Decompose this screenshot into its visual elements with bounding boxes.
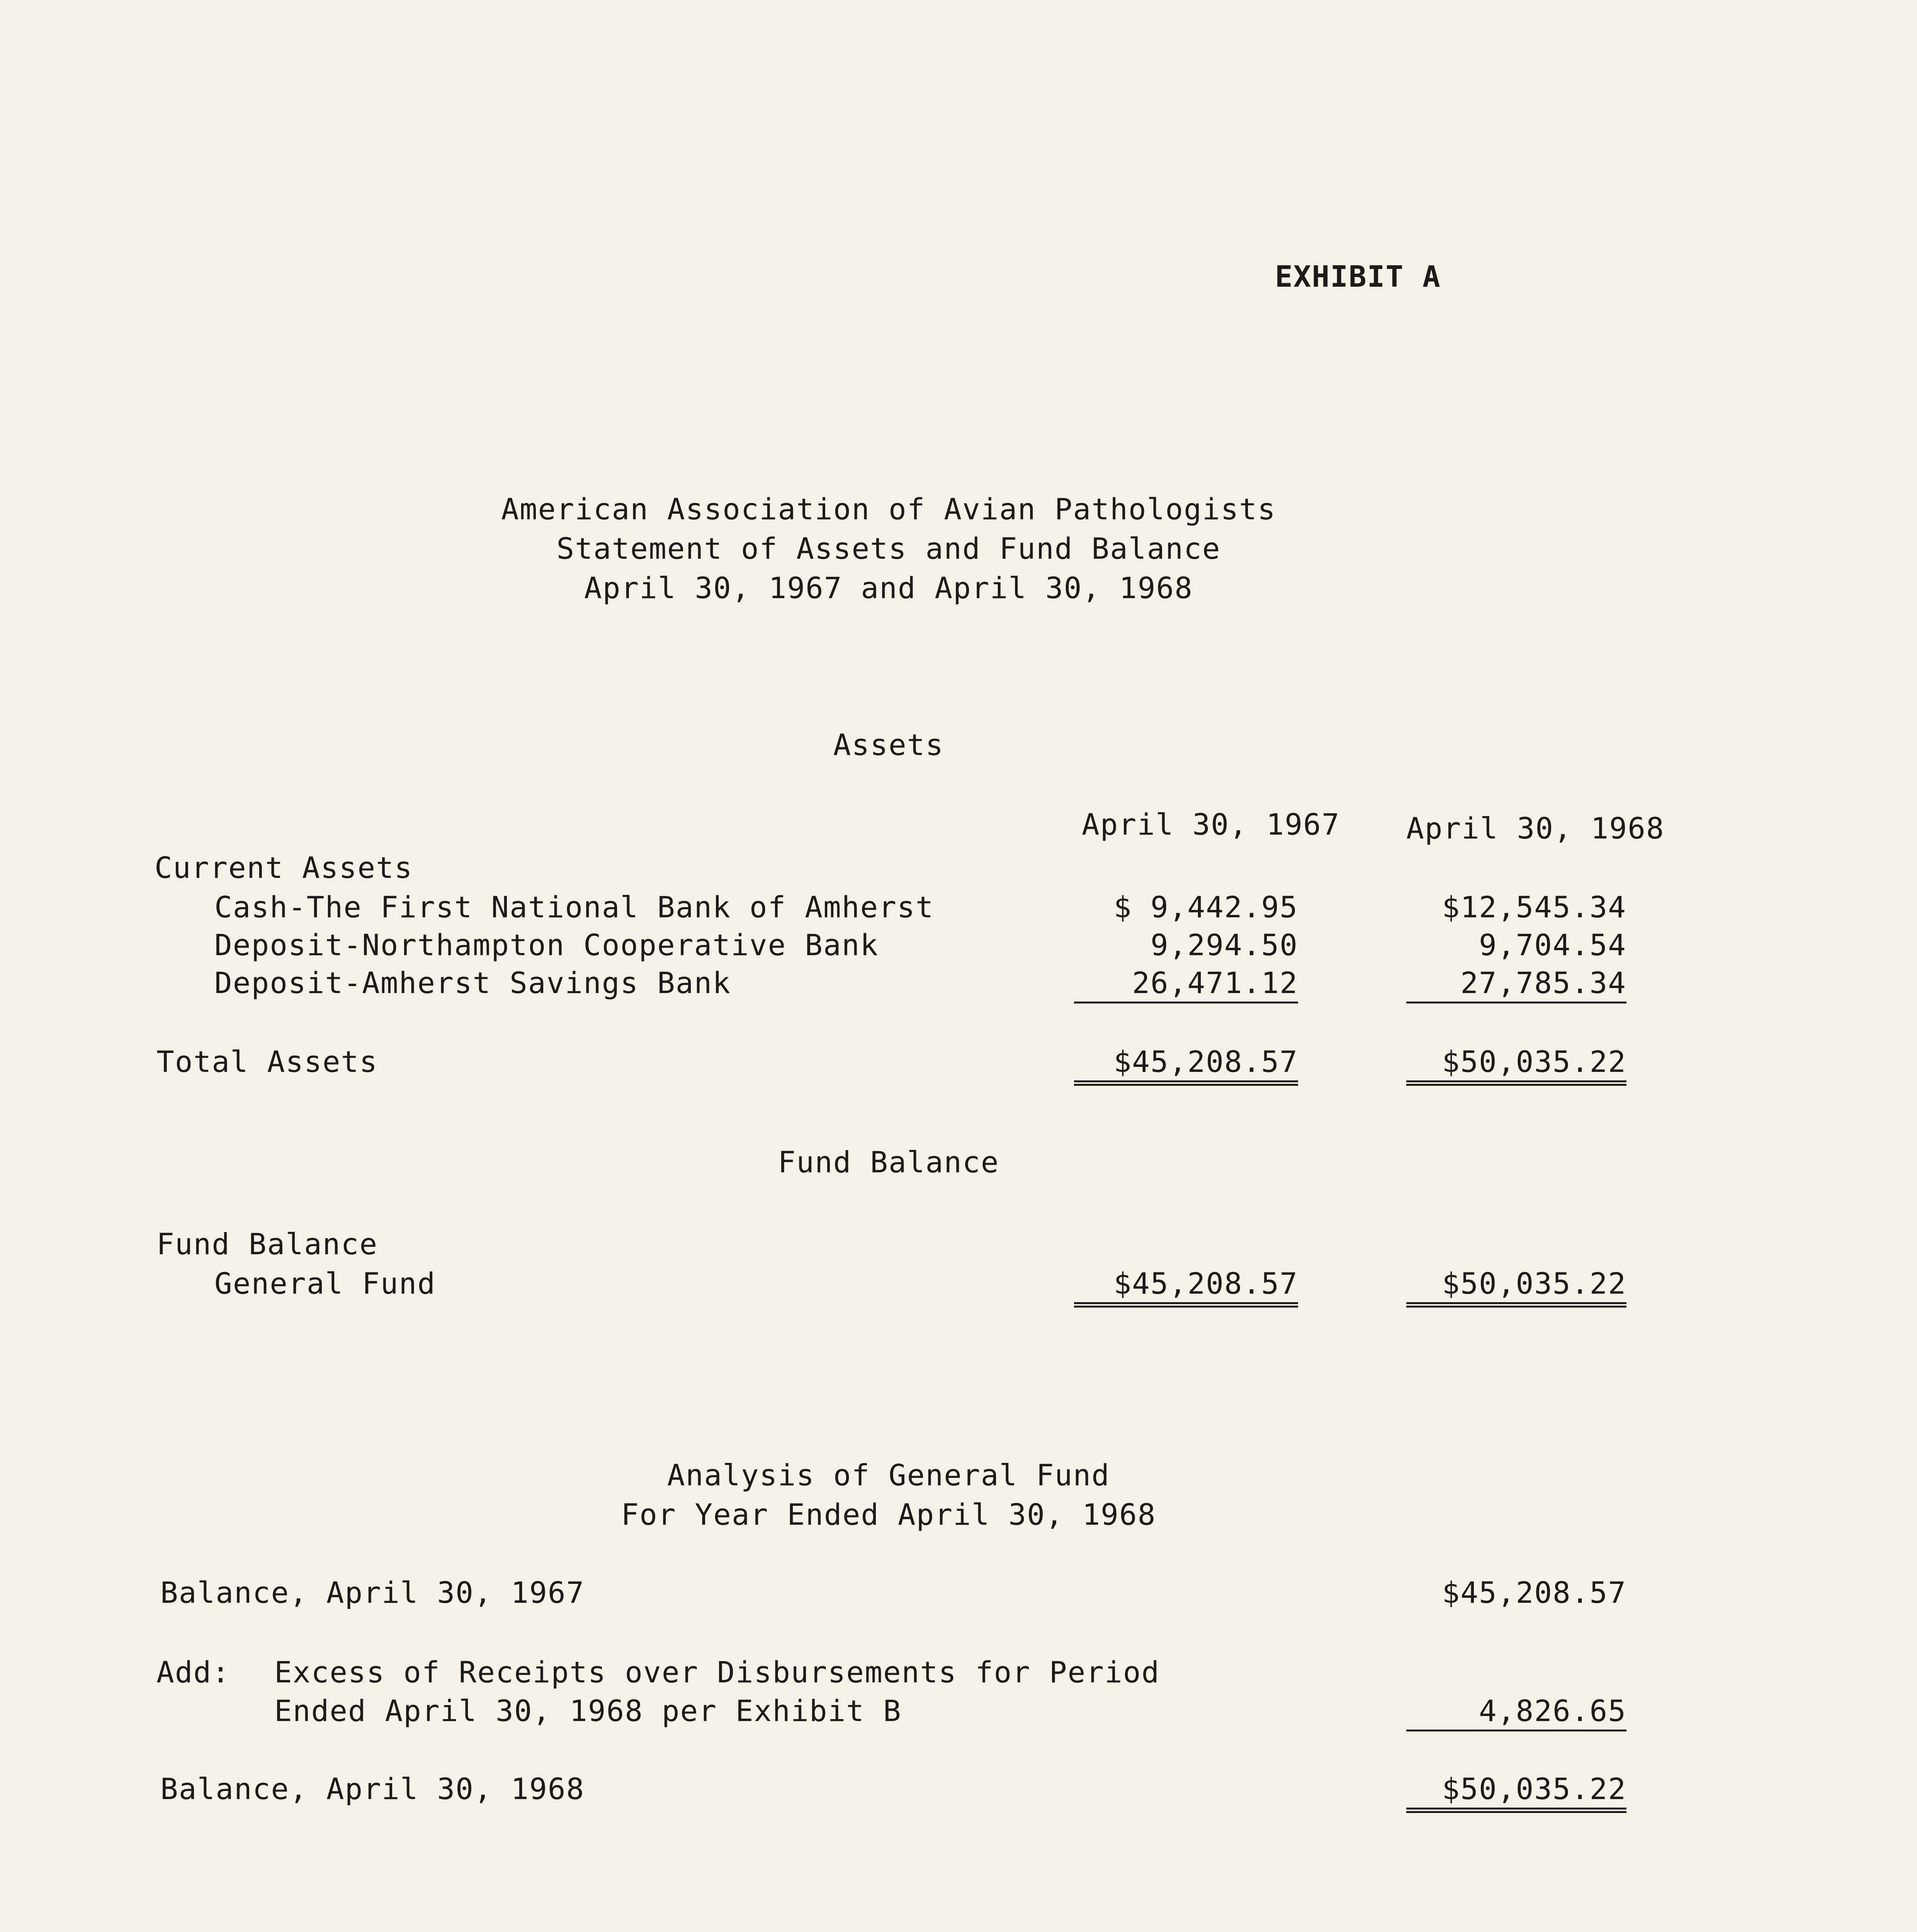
balance-1968-label: Balance, April 30, 1968 [160,1772,585,1806]
total-assets-1967: $45,208.57 [1074,1043,1298,1086]
asset-row-value-1968: $12,545.34 [1442,890,1626,924]
add-value: 4,826.65 [1406,1692,1626,1731]
general-fund-label: General Fund [214,1266,436,1301]
analysis-title: Analysis of General Fund [667,1458,1110,1492]
asset-row-value-1967: 9,294.50 [1150,928,1298,962]
balance-1967-label: Balance, April 30, 1967 [160,1575,585,1610]
general-fund-1967: $45,208.57 [1074,1265,1298,1308]
organization-name: American Association of Avian Pathologists [501,492,1276,526]
statement-dates: April 30, 1967 and April 30, 1968 [584,571,1193,605]
column-header-1968: April 30, 1968 [1406,811,1665,845]
add-line-2: Ended April 30, 1968 per Exhibit B [274,1694,902,1728]
assets-heading: Assets [833,728,944,762]
balance-1968-value: $50,035.22 [1406,1770,1626,1813]
asset-row-label: Deposit-Northampton Cooperative Bank [214,928,879,962]
current-assets-label: Current Assets [155,850,413,885]
asset-row-value-1968: 27,785.34 [1406,964,1626,1003]
column-header-1967: April 30, 1967 [1082,807,1340,842]
analysis-subtitle: For Year Ended April 30, 1968 [621,1497,1156,1532]
add-line-1: Excess of Receipts over Disbursements for Period [274,1655,1160,1689]
asset-row-value-1967: $ 9,442.95 [1113,890,1298,924]
asset-row-label: Cash-The First National Bank of Amherst [214,890,934,924]
asset-row-label: Deposit-Amherst Savings Bank [214,966,731,1000]
general-fund-1968: $50,035.22 [1406,1265,1626,1308]
statement-title: Statement of Assets and Fund Balance [556,531,1221,566]
total-assets-1968: $50,035.22 [1406,1043,1626,1086]
fund-balance-heading: Fund Balance [778,1145,999,1179]
balance-1967-value: $45,208.57 [1442,1575,1626,1610]
asset-row-value-1967: 26,471.12 [1074,964,1298,1003]
exhibit-label: EXHIBIT A [1275,259,1441,294]
add-prefix: Add: [156,1655,231,1689]
asset-row-value-1968: 9,704.54 [1479,928,1626,962]
fund-balance-label: Fund Balance [156,1227,378,1261]
total-assets-label: Total Assets [156,1044,378,1079]
